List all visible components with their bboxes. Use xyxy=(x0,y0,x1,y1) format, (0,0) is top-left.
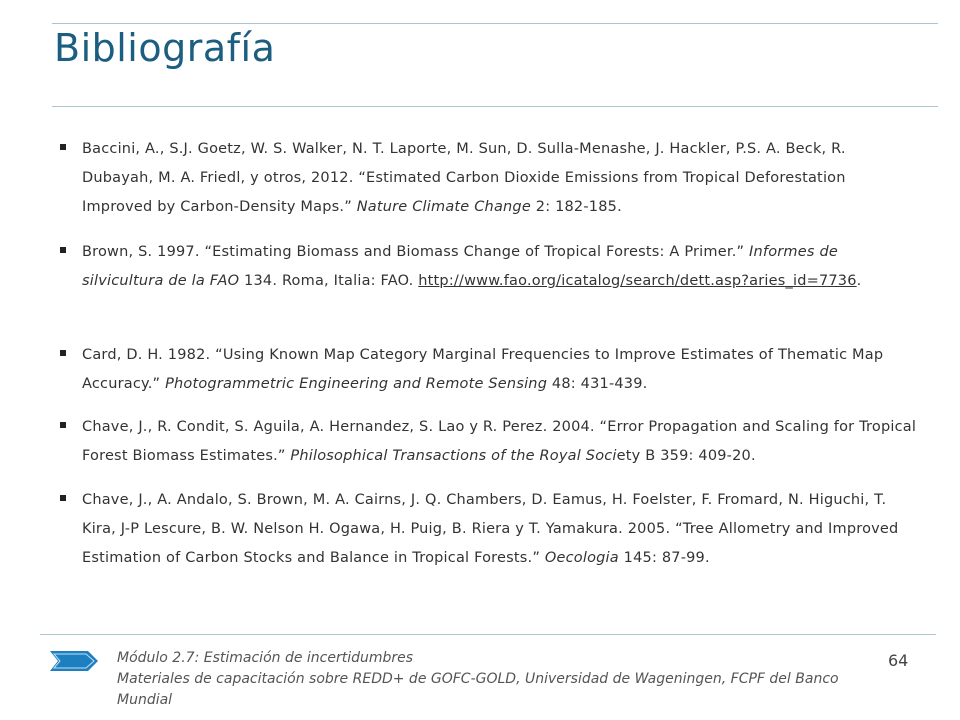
footer-divider xyxy=(40,634,936,635)
reference-body: Baccini, A., S.J. Goetz, W. S. Walker, N. T. Laporte, M. Sun, D. Sulla-Menashe, J. Hackler, P.S. A. Beck, R. Dubayah, M. A. Friedl, y otros, 2012. “Estimated Carbon Dioxide Emissions from Tropical Deforestation Improved by Carbon-Density Maps.” xyxy=(82,141,846,215)
journal-title: Nature Climate Change xyxy=(356,199,531,215)
bullet-square-icon xyxy=(60,495,66,501)
bullet-square-icon xyxy=(60,422,66,428)
reference-body: Chave, J., A. Andalo, S. Brown, M. A. Cairns, J. Q. Chambers, D. Eamus, H. Foelster, F. Fromard, N. Higuchi, T. Kira, J-P Lescure, B. W. Nelson H. Ogawa, H. Puig, B. Riera y T. Yamakura. 2005. “Tree Allometry and Improved Estimation of Carbon Stocks and Balance in Tropical Forests.” xyxy=(82,492,899,566)
reference-text xyxy=(82,486,920,573)
reference-tail: 134. Roma, Italia: FAO. xyxy=(239,273,419,289)
page-number: 64 xyxy=(888,651,909,670)
reference-tail: . xyxy=(856,273,862,289)
reference-tail: 2: 182-185. xyxy=(530,199,622,215)
reference-text xyxy=(82,135,920,222)
title-divider xyxy=(52,106,938,107)
footer-module: Módulo 2.7: Estimación de incertidumbres xyxy=(117,650,414,666)
journal-title: Oecologia xyxy=(544,550,619,566)
reference-body: Brown, S. 1997. “Estimating Biomass and Biomass Change of Tropical Forests: A Primer.” xyxy=(82,244,750,260)
reference-tail: 145: 87-99. xyxy=(618,550,710,566)
reference-tail: 48: 431-439. xyxy=(547,376,648,392)
top-divider xyxy=(52,23,938,24)
bullet-square-icon xyxy=(60,144,66,150)
reference-body: Card, D. H. 1982. “Using Known Map Category Marginal Frequencies to Improve Estimates of Thematic Map Accuracy.” xyxy=(82,347,884,392)
journal-title: Philosophical Transactions of the Royal Soci xyxy=(290,448,617,464)
journal-title: Photogrammetric Engineering and Remote Sensing xyxy=(165,376,548,392)
reference-text xyxy=(82,341,920,399)
bullet-square-icon xyxy=(60,350,66,356)
journal-title: Informes de silvicultura de la FAO xyxy=(82,244,838,289)
footer-text xyxy=(117,648,857,711)
bullet-square-icon xyxy=(60,247,66,253)
reference-link[interactable]: http://www.fao.org/icatalog/search/dett.asp?aries_id=7736 xyxy=(418,273,857,289)
footer-credits: Materiales de capacitación sobre REDD+ de GOFC-GOLD, Universidad de Wageningen, FCPF del Banco Mundial xyxy=(117,671,839,708)
chevron-arrow-icon xyxy=(48,649,100,673)
reference-body: Chave, J., R. Condit, S. Aguila, A. Hernandez, S. Lao y R. Perez. 2004. “Error Propagation and Scaling for Tropical Forest Biomass Estimates.” xyxy=(82,419,917,464)
page-title: Bibliografía xyxy=(54,26,276,70)
reference-text xyxy=(82,413,920,471)
reference-text xyxy=(82,238,920,296)
reference-tail: ety B 359: 409-20. xyxy=(616,448,756,464)
